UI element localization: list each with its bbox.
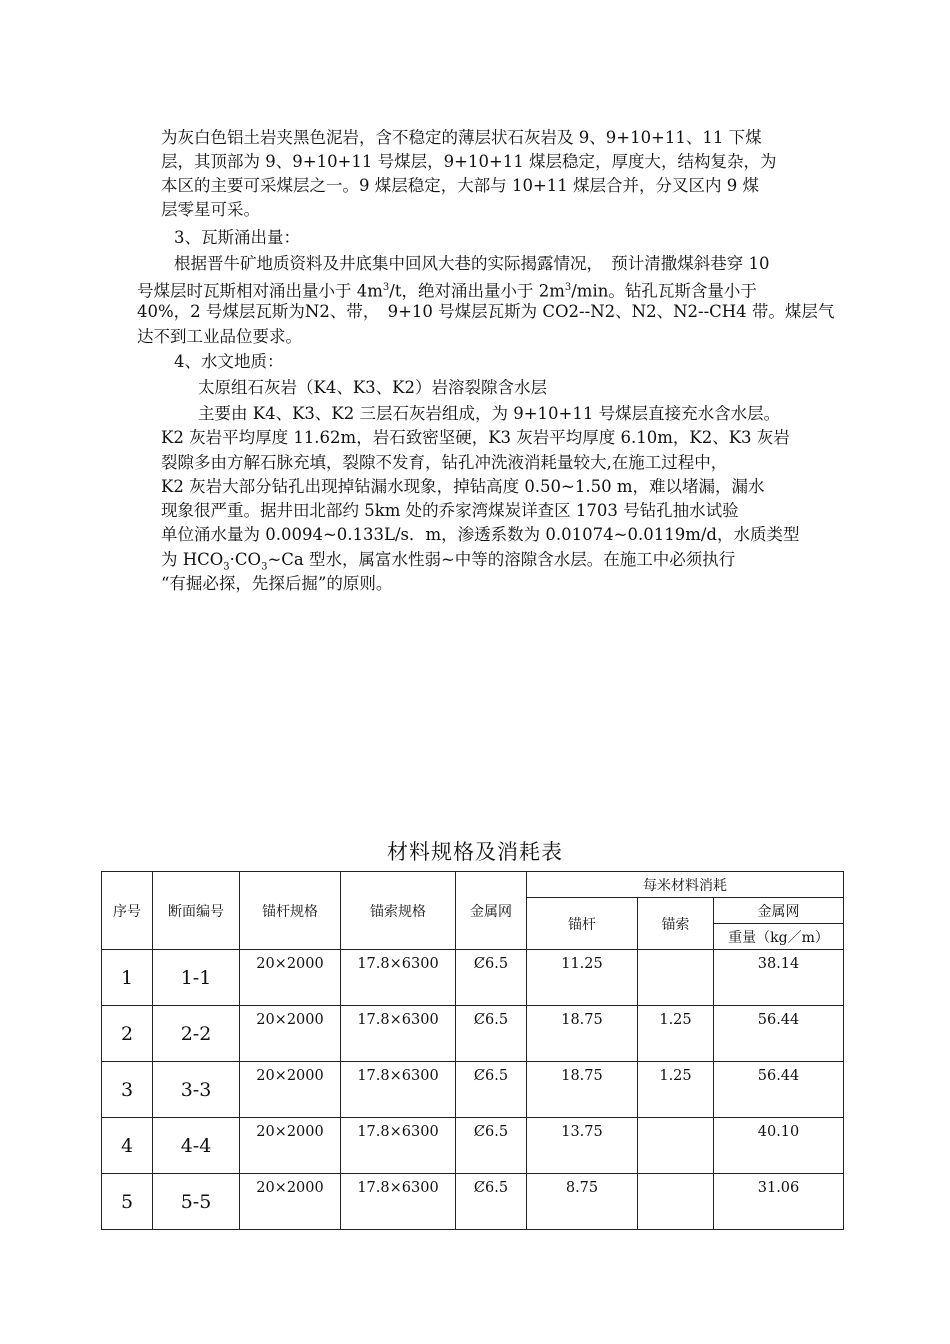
cell-cable: 1.25 bbox=[638, 1062, 714, 1118]
cell-weight: 56.44 bbox=[714, 1062, 844, 1118]
paragraph-line: “有掘必探，先探后掘”的原则。 bbox=[161, 574, 393, 593]
superscript: 3 bbox=[382, 282, 390, 293]
cell-cable bbox=[638, 1174, 714, 1230]
paragraph-line: 单位涌水量为 0.0094~0.133L/s．m，渗透系数为 0.01074~0.0119m/d，水质类型 bbox=[161, 525, 800, 544]
cell-bolt-spec: 20×2000 bbox=[240, 1174, 341, 1230]
cell-mesh: Ȼ6.5 bbox=[456, 1118, 527, 1174]
header-per-meter: 每米材料消耗 bbox=[527, 872, 844, 898]
cell-weight: 40.10 bbox=[714, 1118, 844, 1174]
cell-bolt: 18.75 bbox=[527, 1062, 638, 1118]
cell-bolt-spec: 20×2000 bbox=[240, 950, 341, 1006]
cell-cable-spec: 17.8×6300 bbox=[341, 1062, 456, 1118]
text-span: /min。钻孔瓦斯含量小于 bbox=[571, 281, 757, 301]
cell-cable-spec: 17.8×6300 bbox=[341, 950, 456, 1006]
text-span: 为 HCO bbox=[161, 550, 224, 569]
table-row bbox=[102, 1006, 844, 1062]
cell-seq: 4 bbox=[102, 1118, 153, 1174]
cell-section: 3-3 bbox=[153, 1062, 240, 1118]
section-heading-gas: 3、瓦斯涌出量： bbox=[174, 228, 300, 247]
superscript: 3 bbox=[564, 282, 572, 293]
cell-cable: 1.25 bbox=[638, 1006, 714, 1062]
cell-cable bbox=[638, 1118, 714, 1174]
cell-bolt-spec: 20×2000 bbox=[240, 1118, 341, 1174]
cell-mesh: Ȼ6.5 bbox=[456, 950, 527, 1006]
paragraph-line: 达不到工业品位要求。 bbox=[137, 327, 302, 346]
table-row bbox=[102, 1118, 844, 1174]
cell-bolt: 13.75 bbox=[527, 1118, 638, 1174]
cell-bolt-spec: 20×2000 bbox=[240, 1006, 341, 1062]
cell-section: 1-1 bbox=[153, 950, 240, 1006]
cell-section: 2-2 bbox=[153, 1006, 240, 1062]
table-title: 材料规格及消耗表 bbox=[387, 840, 563, 864]
header-bolt: 锚杆 bbox=[527, 898, 638, 950]
cell-section: 4-4 bbox=[153, 1118, 240, 1174]
cell-mesh: Ȼ6.5 bbox=[456, 1062, 527, 1118]
header-section: 断面编号 bbox=[153, 872, 240, 950]
cell-bolt: 8.75 bbox=[527, 1174, 638, 1230]
header-seq: 序号 bbox=[102, 872, 153, 950]
cell-weight: 38.14 bbox=[714, 950, 844, 1006]
paragraph-line: K2 灰岩平均厚度 11.62m，岩石致密坚硬，K3 灰岩平均厚度 6.10m，K2、K3 灰岩 bbox=[161, 428, 790, 447]
cell-bolt: 11.25 bbox=[527, 950, 638, 1006]
header-mesh-sub: 金属网 bbox=[714, 898, 844, 924]
header-cable-spec: 锚索规格 bbox=[341, 872, 456, 950]
subscript: 3 bbox=[261, 561, 268, 573]
table-row bbox=[102, 1062, 844, 1118]
header-mesh: 金属网 bbox=[456, 872, 527, 950]
cell-bolt-spec: 20×2000 bbox=[240, 1062, 341, 1118]
material-table bbox=[101, 871, 844, 1230]
section-heading-hydro: 4、水文地质： bbox=[174, 352, 284, 371]
paragraph-line: 主要由 K4、K3、K2 三层石灰岩组成，为 9+10+11 号煤层直接充水含水层。 bbox=[198, 404, 781, 423]
cell-bolt: 18.75 bbox=[527, 1006, 638, 1062]
cell-seq: 2 bbox=[102, 1006, 153, 1062]
paragraph-line: 现象很严重。据井田北部约 5km 处的乔家湾煤炭详查区 1703 号钻孔抽水试验 bbox=[161, 501, 739, 520]
cell-weight: 56.44 bbox=[714, 1006, 844, 1062]
text-span: /t，绝对涌出量小于 2m bbox=[389, 281, 565, 301]
paragraph-line: 裂隙多由方解石脉充填，裂隙不发育，钻孔冲洗液消耗量较大,在施工过程中， bbox=[161, 453, 728, 472]
paragraph-line: 层零星可采。 bbox=[161, 200, 260, 219]
table-row bbox=[102, 950, 844, 1006]
cell-seq: 5 bbox=[102, 1174, 153, 1230]
text-span: ~Ca 型水，属富水性弱~中等的溶隙含水层。在施工中必须执行 bbox=[267, 550, 736, 569]
cell-mesh: Ȼ6.5 bbox=[456, 1174, 527, 1230]
header-cable: 锚索 bbox=[638, 898, 714, 950]
header-weight: 重量（kg／m） bbox=[714, 924, 844, 950]
paragraph-line: 为灰白色铝土岩夹黑色泥岩，含不稳定的薄层状石灰岩及 9、9+10+11、11 下煤 bbox=[161, 128, 762, 147]
cell-cable bbox=[638, 950, 714, 1006]
text-span: 号煤层时瓦斯相对涌出量小于 4m bbox=[137, 281, 383, 301]
paragraph-line: 太原组石灰岩（K4、K3、K2）岩溶裂隙含水层 bbox=[198, 378, 547, 397]
header-bolt-spec: 锚杆规格 bbox=[240, 872, 341, 950]
cell-section: 5-5 bbox=[153, 1174, 240, 1230]
table-row bbox=[102, 1174, 844, 1230]
cell-cable-spec: 17.8×6300 bbox=[341, 1006, 456, 1062]
cell-seq: 3 bbox=[102, 1062, 153, 1118]
cell-cable-spec: 17.8×6300 bbox=[341, 1174, 456, 1230]
text-span: ·CO bbox=[229, 550, 262, 569]
cell-cable-spec: 17.8×6300 bbox=[341, 1118, 456, 1174]
cell-weight: 31.06 bbox=[714, 1174, 844, 1230]
paragraph-line: K2 灰岩大部分钻孔出现掉钻漏水现象，掉钻高度 0.50~1.50 m，难以堵漏，漏水 bbox=[161, 477, 765, 496]
paragraph-line: 本区的主要可采煤层之一。9 煤层稳定，大部与 10+11 煤层合并，分叉区内 9 煤 bbox=[161, 176, 760, 195]
subscript: 3 bbox=[223, 561, 230, 573]
paragraph-line: 层，其顶部为 9、9+10+11 号煤层，9+10+11 煤层稳定，厚度大，结构复杂，为 bbox=[161, 152, 777, 171]
cell-seq: 1 bbox=[102, 950, 153, 1006]
paragraph-line: 根据晋牛矿地质资料及井底集中回风大巷的实际揭露情况， 预计清撒煤斜巷穿 10 bbox=[174, 254, 770, 273]
cell-mesh: Ȼ6.5 bbox=[456, 1006, 527, 1062]
paragraph-line bbox=[137, 277, 757, 303]
paragraph-line: 40%，2 号煤层瓦斯为N2、带， 9+10 号煤层瓦斯为 CO2--N2、N2、N2--CH4 带。煤层气 bbox=[137, 302, 835, 321]
